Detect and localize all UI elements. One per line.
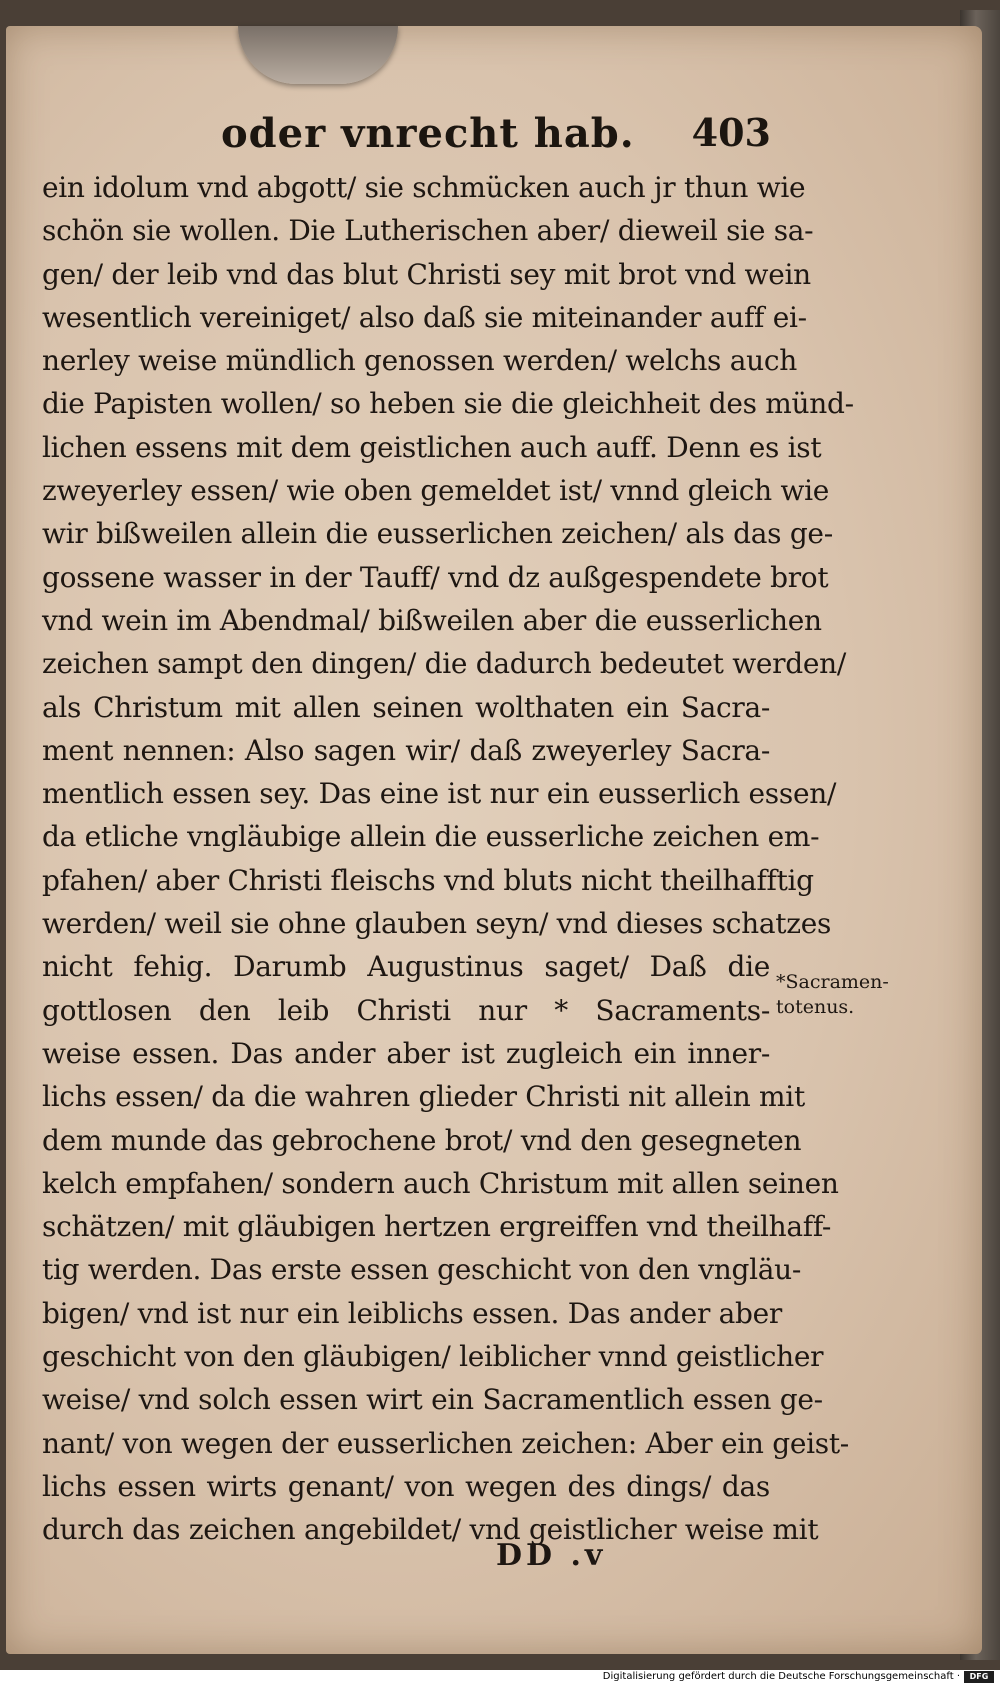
text-line: vnd wein im Abendmal/ bißweilen aber die eusserlichen: [42, 603, 822, 637]
running-head: [221, 110, 771, 168]
text-line: schön sie wollen. Die Lutherischen aber/ dieweil sie sa-: [42, 214, 814, 248]
text-line: als Christum mit allen seinen wolthaten ein Sacra-: [42, 690, 770, 724]
signature-mark: DD .v: [496, 1538, 607, 1573]
text-line: gottlosen den leib Christi nur * Sacraments-: [42, 993, 770, 1027]
text-line: lichen essens mit dem geistlichen auch auff. Denn es ist: [42, 430, 822, 464]
text-line: werden/ weil sie ohne glauben seyn/ vnd dieses schatzes: [42, 907, 832, 941]
footer-bar: [0, 1670, 1000, 1684]
text-line: ment nennen: Also sagen wir/ daß zweyerley Sacra-: [42, 733, 770, 767]
text-line: ein idolum vnd abgott/ sie schmücken auch jr thun wie: [42, 171, 806, 204]
text-line: zweyerley essen/ wie oben gemeldet ist/ vnnd gleich wie: [42, 474, 830, 508]
text-line: mentlich essen sey. Das eine ist nur ein eusserlich essen/: [42, 777, 837, 811]
page-clip: [238, 26, 398, 84]
text-line: nerley weise mündlich genossen werden/ welchs auch: [42, 344, 797, 378]
book-page: [6, 26, 982, 1654]
text-line: geschicht von den gläubigen/ leiblicher vnnd geistlicher: [42, 1340, 824, 1374]
text-line: die Papisten wollen/ so heben sie die gleichheit des münd-: [42, 387, 854, 421]
page-number: 403: [691, 110, 771, 155]
text-line: gen/ der leib vnd das blut Christi sey mit brot vnd wein: [42, 257, 811, 291]
text-line: tig werden. Das erste essen geschicht von den vngläu-: [42, 1253, 802, 1287]
text-line: schätzen/ mit gläubigen hertzen ergreiffen vnd theilhaff-: [42, 1210, 832, 1244]
margin-note: [776, 970, 926, 1020]
text-line: gossene wasser in der Tauff/ vnd dz außgespendete brot: [42, 560, 829, 594]
text-line: wir bißweilen allein die eusserlichen zeichen/ als das ge-: [42, 517, 833, 551]
text-line: durch das zeichen angebildet/ vnd geistlicher weise mit: [42, 1513, 819, 1547]
text-line: zeichen sampt den dingen/ die dadurch bedeutet werden/: [42, 647, 846, 681]
text-line: dem munde das gebrochene brot/ vnd den gesegneten: [42, 1123, 802, 1157]
text-line: bigen/ vnd ist nur ein leiblichs essen. Das ander aber: [42, 1296, 783, 1330]
text-line: weise/ vnd solch essen wirt ein Sacramentlich essen ge-: [42, 1383, 823, 1417]
margin-note-line: *Sacramen-: [776, 971, 889, 993]
text-line: kelch empfahen/ sondern auch Christum mit allen seinen: [42, 1166, 839, 1200]
text-line: lichs essen wirts genant/ von wegen des dings/ das: [42, 1469, 770, 1503]
text-line: nicht fehig. Darumb Augustinus saget/ Daß die: [42, 950, 770, 984]
text-line: lichs essen/ da die wahren glieder Christi nit allein mit: [42, 1080, 805, 1114]
text-line: nant/ von wegen der eusserlichen zeichen: Aber ein geist-: [42, 1426, 849, 1460]
footer-credit: Digitalisierung gefördert durch die Deutsche Forschungsgemeinschaft ·: [602, 1671, 960, 1682]
text-line: weise essen. Das ander aber ist zugleich ein inner-: [42, 1036, 770, 1070]
text-line: da etliche vngläubige allein die eusserliche zeichen em-: [42, 820, 820, 854]
dfg-logo-icon: DFG: [964, 1671, 994, 1683]
text-line: pfahen/ aber Christi fleischs vnd bluts nicht theilhafftig: [42, 863, 814, 897]
running-title: oder vnrecht hab.: [221, 110, 635, 157]
margin-note-line: totenus.: [776, 996, 855, 1018]
text-line: wesentlich vereiniget/ also daß sie miteinander auff ei-: [42, 300, 807, 334]
